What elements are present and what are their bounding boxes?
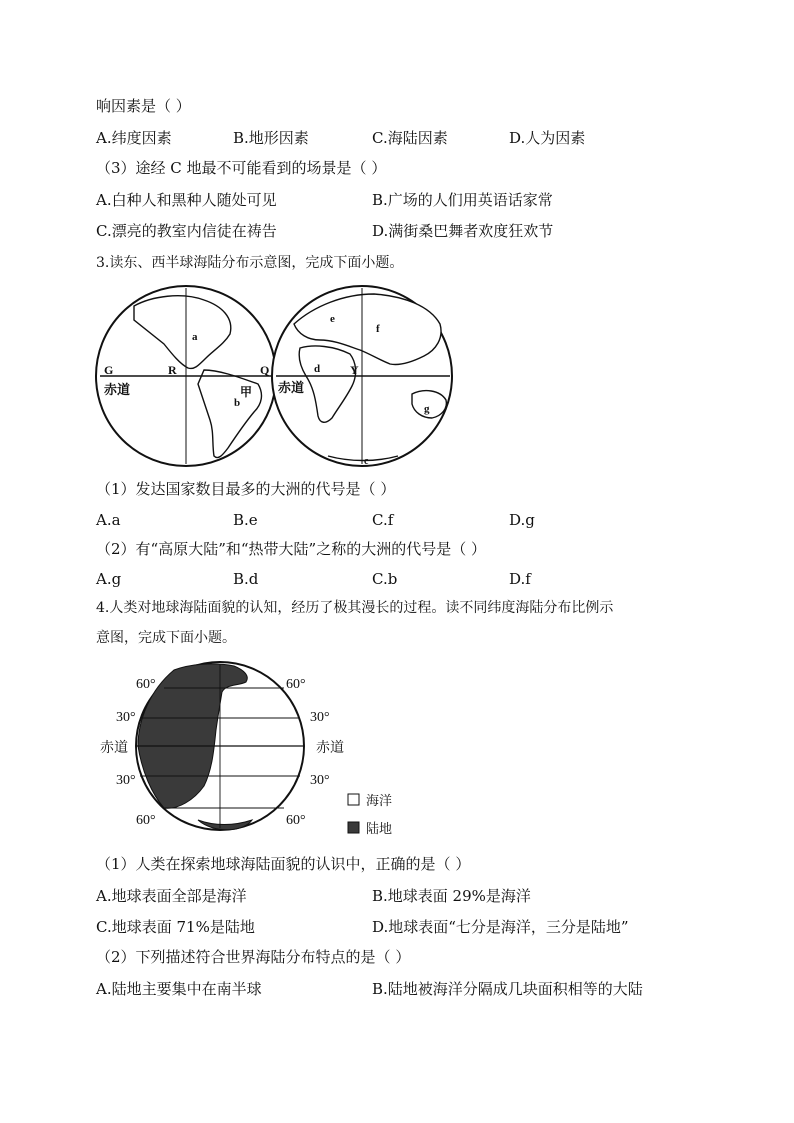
q2-option-d[interactable]: D.人为因素 (509, 129, 586, 147)
label-e: e (330, 313, 335, 325)
q2-option-c[interactable]: C.海陆因素 (372, 129, 448, 147)
lat-label-right-60n: 60° (286, 677, 306, 692)
label-b: b (234, 397, 241, 409)
hemisphere-map (94, 284, 494, 472)
q4-sub2-option-b[interactable]: B.陆地被海洋分隔成几块面积相等的大陆 (372, 980, 643, 998)
lat-label-left-60s: 60° (136, 813, 156, 828)
label-Q: Q (260, 363, 270, 377)
q3-sub2-option-c[interactable]: C.b (372, 570, 398, 588)
q4-sub1-option-d[interactable]: D.地球表面“七分是海洋，三分是陆地” (372, 918, 629, 936)
label-jia: 甲 (240, 385, 253, 399)
lat-label-right-60s: 60° (286, 813, 306, 828)
lat-label-right-30s: 30° (310, 773, 330, 788)
q3-sub1-option-a[interactable]: A.a (96, 511, 121, 529)
q2-sub3-option-c[interactable]: C.漂亮的教室内信徒在祷告 (96, 222, 277, 240)
q2-option-b[interactable]: B.地形因素 (233, 129, 309, 147)
legend-land-swatch (348, 822, 359, 833)
q2-stem-tail: 响因素是（ ） (96, 97, 191, 115)
q3-sub1-option-c[interactable]: C.f (372, 511, 394, 529)
legend-land-label: 陆地 (366, 821, 393, 836)
q2-sub3-stem: （3）途经 C 地最不可能看到的场景是（ ） (96, 159, 387, 177)
lat-label-left-30s: 30° (116, 773, 136, 788)
lat-label-right-30n: 30° (310, 710, 330, 725)
q4-sub1-stem: （1）人类在探索地球海陆面貌的认识中，正确的是（ ） (96, 855, 471, 873)
q3-sub1-option-b[interactable]: B.e (233, 511, 258, 529)
q3-sub1-stem: （1）发达国家数目最多的大洲的代号是（ ） (96, 480, 396, 498)
q4-sub2-option-a[interactable]: A.陆地主要集中在南半球 (96, 980, 262, 998)
q4-sub1-option-a[interactable]: A.地球表面全部是海洋 (96, 887, 247, 905)
label-f: f (376, 323, 380, 335)
q2-option-a[interactable]: A.纬度因素 (96, 129, 172, 147)
label-R: R (168, 363, 177, 377)
q4-sub1-option-c[interactable]: C.地球表面 71%是陆地 (96, 918, 255, 936)
label-a: a (192, 331, 198, 343)
q3-sub2-option-b[interactable]: B.d (233, 570, 259, 588)
q4-stem-line2: 意图，完成下面小题。 (96, 630, 236, 646)
latitude-land-sea-figure (94, 660, 414, 840)
q4-stem-line1: 4.人类对地球海陆面貌的认知，经历了极其漫长的过程。读不同纬度海陆分布比例示 (96, 600, 614, 616)
q4-sub2-stem: （2）下列描述符合世界海陆分布特点的是（ ） (96, 948, 411, 966)
label-Y: Y (350, 363, 359, 377)
legend-ocean-label: 海洋 (366, 793, 393, 808)
eastern-hemisphere (272, 286, 452, 467)
legend-ocean-swatch (348, 794, 359, 805)
lat-label-left-equator: 赤道 (100, 741, 128, 756)
q2-sub3-option-d[interactable]: D.满街桑巴舞者欢度狂欢节 (372, 222, 554, 240)
q2-sub3-option-a[interactable]: A.白种人和黑种人随处可见 (96, 191, 277, 209)
label-equator-left: 赤道 (104, 382, 131, 397)
q3-sub1-option-d[interactable]: D.g (509, 511, 535, 529)
label-equator-right: 赤道 (278, 380, 305, 395)
q3-sub2-option-a[interactable]: A.g (96, 570, 122, 588)
q2-sub3-option-b[interactable]: B.广场的人们用英语话家常 (372, 191, 553, 209)
lat-label-left-30n: 30° (116, 710, 136, 725)
q3-sub2-option-d[interactable]: D.f (509, 570, 531, 588)
q4-sub1-option-b[interactable]: B.地球表面 29%是海洋 (372, 887, 531, 905)
q3-sub2-stem: （2）有“高原大陆”和“热带大陆”之称的大洲的代号是（ ） (96, 540, 486, 558)
lat-label-right-equator: 赤道 (316, 741, 344, 756)
label-c: c (364, 456, 369, 467)
western-hemisphere (96, 286, 276, 466)
label-G: G (104, 363, 114, 377)
label-d: d (314, 363, 321, 375)
lat-label-left-60n: 60° (136, 677, 156, 692)
label-g: g (424, 403, 430, 415)
q3-stem: 3.读东、西半球海陆分布示意图，完成下面小题。 (96, 255, 404, 271)
